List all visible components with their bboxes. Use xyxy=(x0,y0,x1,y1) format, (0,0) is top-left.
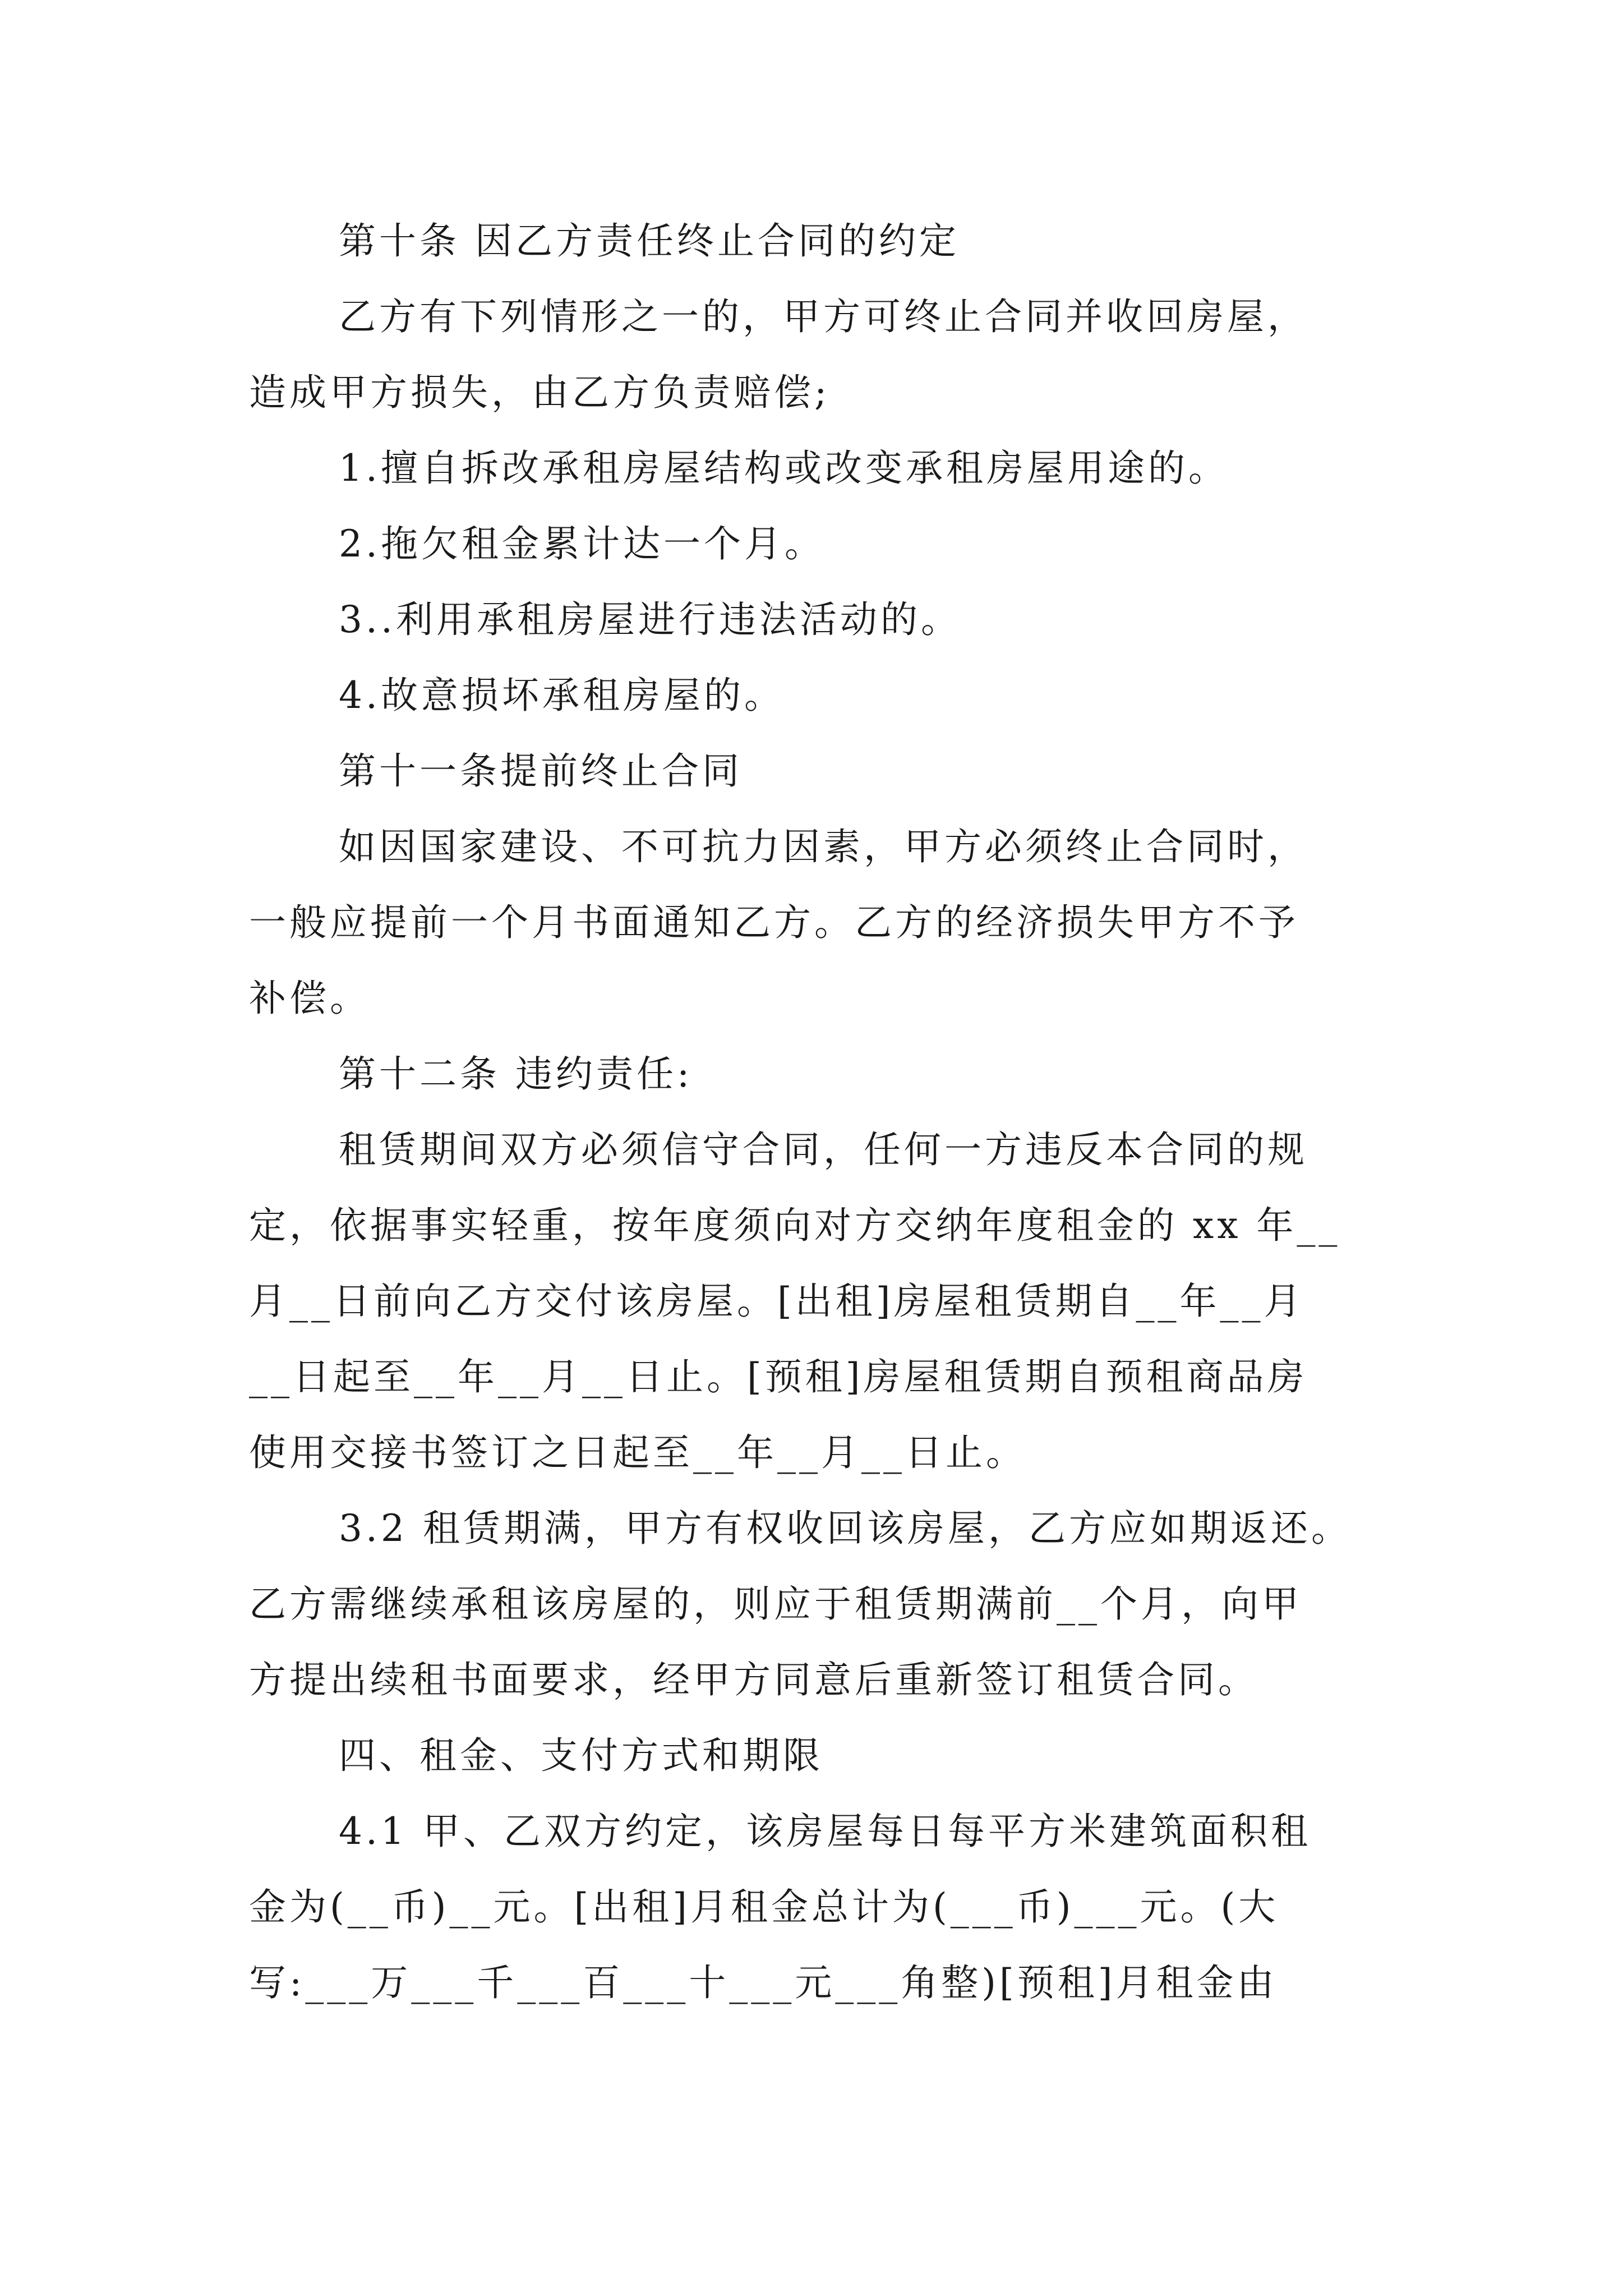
paragraph-line: 定，依据事实轻重，按年度须向对方交纳年度租金的 xx 年__ xyxy=(249,1204,1341,1247)
paragraph-line: 写:___万___千___百___十___元___角整)[预租]月租金由 xyxy=(249,1961,1278,2004)
list-item: 3..利用承租房屋进行违法活动的。 xyxy=(339,598,961,641)
paragraph-line: 补偿。 xyxy=(249,977,370,1020)
paragraph-line: 如因国家建设、不可抗力因素，甲方必须终止合同时， xyxy=(339,825,1308,868)
paragraph-line: 方提出续租书面要求，经甲方同意后重新签订租赁合同。 xyxy=(249,1658,1258,1701)
list-item: 4.故意损坏承租房屋的。 xyxy=(339,674,785,717)
clause-3-2-line: 3.2 租赁期满，甲方有权收回该房屋，乙方应如期返还。 xyxy=(339,1507,1352,1550)
paragraph-line: 乙方有下列情形之一的，甲方可终止合同并收回房屋， xyxy=(339,295,1308,338)
section-4-heading: 四、租金、支付方式和期限 xyxy=(339,1734,823,1777)
paragraph-line: 租赁期间双方必须信守合同，任何一方违反本合同的规 xyxy=(339,1128,1308,1171)
paragraph-line: 月__日前向乙方交付该房屋。[出租]房屋租赁期自__年__月 xyxy=(249,1280,1304,1323)
article-12-heading: 第十二条 违约责任: xyxy=(339,1052,693,1096)
paragraph-line: 乙方需继续承租该房屋的，则应于租赁期满前__个月，向甲 xyxy=(249,1582,1302,1626)
clause-4-1-line: 4.1 甲、乙双方约定，该房屋每日每平方米建筑面积租 xyxy=(339,1810,1311,1853)
paragraph-line: 使用交接书签订之日起至__年__月__日止。 xyxy=(249,1431,1026,1474)
paragraph-line: 造成甲方损失，由乙方负责赔偿; xyxy=(249,371,831,414)
list-item: 2.拖欠租金累计达一个月。 xyxy=(339,522,825,565)
article-10-heading: 第十条 因乙方责任终止合同的约定 xyxy=(339,219,960,263)
paragraph-line: __日起至__年__月__日止。[预租]房屋租赁期自预租商品房 xyxy=(249,1355,1308,1398)
article-11-heading: 第十一条提前终止合同 xyxy=(339,749,743,793)
paragraph-line: 一般应提前一个月书面通知乙方。乙方的经济损失甲方不予 xyxy=(249,901,1299,944)
list-item: 1.擅自拆改承租房屋结构或改变承租房屋用途的。 xyxy=(339,447,1229,490)
paragraph-line: 金为(__币)__元。[出租]月租金总计为(___币)___元。(大 xyxy=(249,1885,1279,1929)
